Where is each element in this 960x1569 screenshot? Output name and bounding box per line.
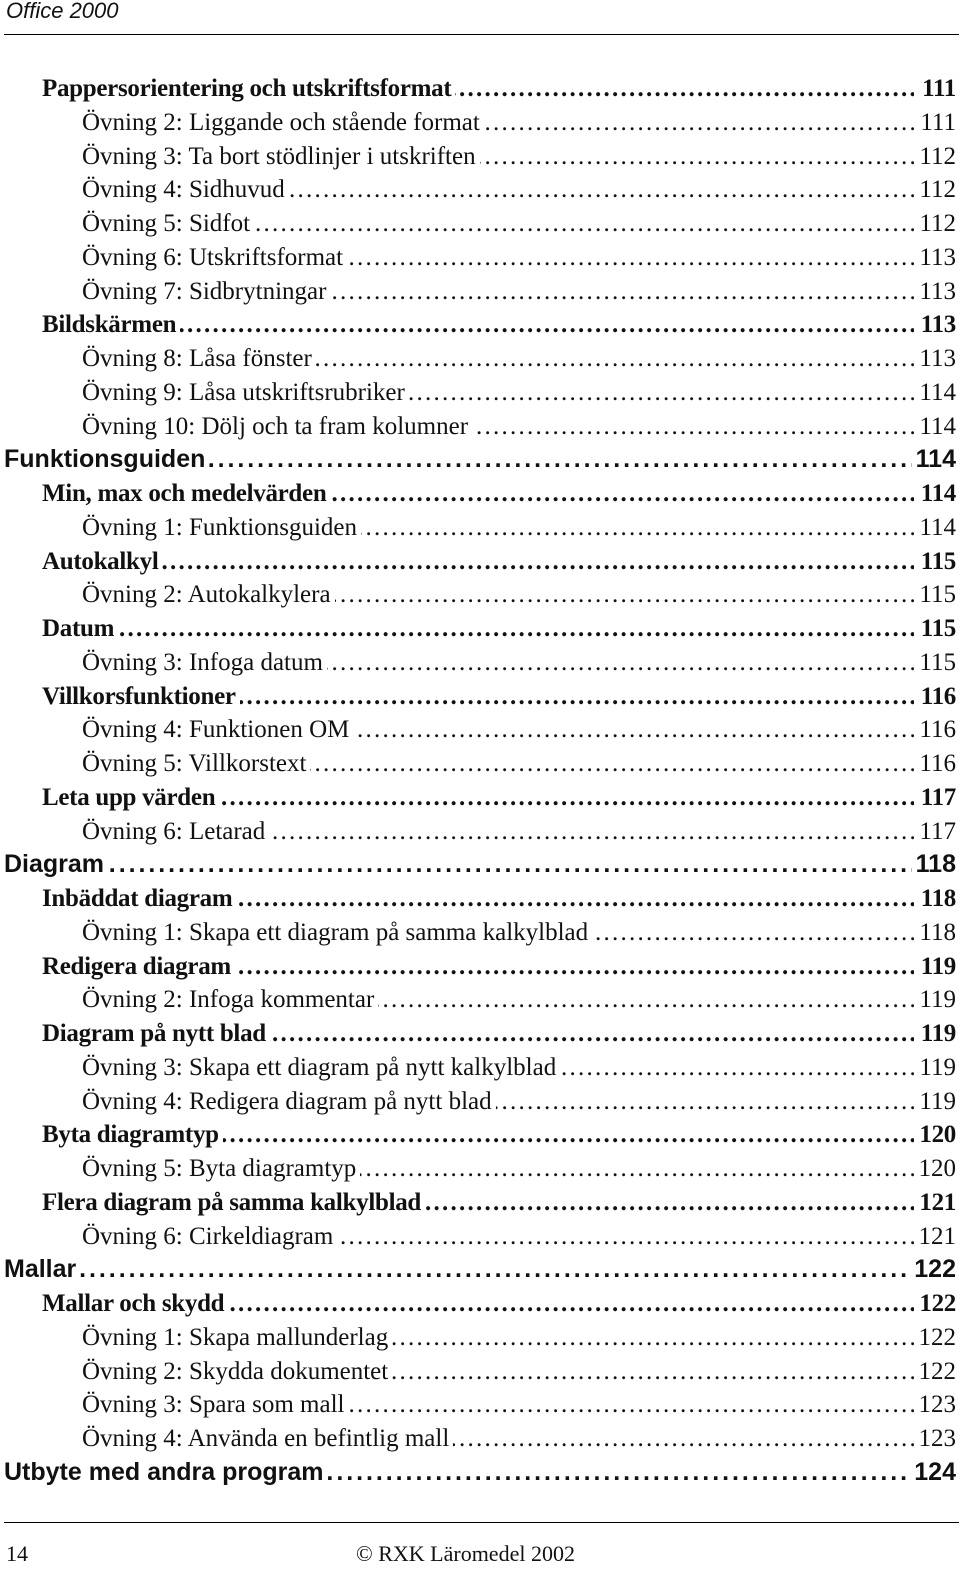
toc-entry[interactable] (0, 1456, 960, 1490)
toc-entry-title: Leta upp värden (0, 781, 219, 815)
toc-entry[interactable] (0, 680, 960, 714)
toc-entry-title: Övning 3: Infoga datum (0, 646, 327, 680)
toc-entry-page: 112 (915, 207, 956, 241)
toc-entry-page: 123 (915, 1388, 957, 1422)
toc-entry-page: 119 (917, 950, 956, 984)
toc-entry-page: 114 (917, 477, 956, 511)
toc-entry-page: 121 (915, 1186, 956, 1220)
toc-entry-page: 122 (915, 1287, 956, 1321)
toc-entry-page: 115 (915, 578, 956, 612)
toc-entry[interactable] (0, 1388, 960, 1422)
toc-entry-page: 116 (915, 747, 956, 781)
toc-entry[interactable] (0, 781, 960, 815)
toc-entry-title: Övning 2: Liggande och stående format (0, 106, 484, 140)
toc-entry[interactable] (0, 477, 960, 511)
dot-leader (0, 612, 914, 646)
toc-entry-page: 115 (915, 646, 956, 680)
toc-entry-title: Min, max och medelvärden (0, 477, 330, 511)
toc-entry[interactable] (0, 1253, 960, 1287)
toc-entry[interactable] (0, 511, 960, 545)
toc-entry[interactable] (0, 713, 960, 747)
toc-entry-title: Pappersorientering och utskriftsformat (0, 72, 455, 106)
toc-entry-page: 123 (915, 1422, 957, 1456)
toc-entry-title: Övning 1: Funktionsguiden (0, 511, 361, 545)
toc-entry[interactable] (0, 983, 960, 1017)
toc-entry-page: 113 (917, 308, 956, 342)
toc-entry-title: Flera diagram på samma kalkylblad (0, 1186, 425, 1220)
toc-entry[interactable] (0, 241, 960, 275)
toc-entry-page: 111 (918, 72, 956, 106)
toc-entry-page: 122 (915, 1355, 957, 1389)
toc-entry-page: 114 (915, 511, 956, 545)
toc-entry-title: Övning 3: Ta bort stödlinjer i utskriften (0, 140, 480, 174)
toc-entry[interactable] (0, 1017, 960, 1051)
toc-entry-title: Övning 3: Spara som mall (0, 1388, 348, 1422)
toc-entry-title: Övning 10: Dölj och ta fram kolumner (0, 410, 472, 444)
toc-entry-page: 119 (917, 1017, 956, 1051)
toc-entry[interactable] (0, 275, 960, 309)
toc-entry-title: Övning 2: Autokalkylera (0, 578, 335, 612)
toc-entry-title: Mallar (0, 1253, 80, 1287)
toc-entry-title: Inbäddat diagram (0, 882, 236, 916)
toc-entry-page: 118 (912, 848, 956, 882)
toc-entry-page: 114 (915, 376, 956, 410)
toc-entry-page: 118 (917, 882, 956, 916)
toc-entry-page: 120 (915, 1118, 956, 1152)
toc-entry[interactable] (0, 207, 960, 241)
toc-entry-page: 118 (915, 916, 956, 950)
toc-entry-title: Övning 3: Skapa ett diagram på nytt kalkylblad (0, 1051, 560, 1085)
toc-entry[interactable] (0, 443, 960, 477)
running-header-title: Office 2000 (6, 0, 119, 23)
toc-entry[interactable] (0, 612, 960, 646)
toc-entry-page: 114 (912, 443, 956, 477)
toc-entry[interactable] (0, 747, 960, 781)
toc-entry-title: Byta diagramtyp (0, 1118, 223, 1152)
toc-entry[interactable] (0, 1220, 960, 1254)
toc-entry[interactable] (0, 950, 960, 984)
toc-entry[interactable] (0, 72, 960, 106)
toc-entry-page: 121 (915, 1220, 957, 1254)
toc-entry-title: Övning 1: Skapa mallunderlag (0, 1321, 392, 1355)
footer-page-number: 14 (6, 1541, 28, 1566)
toc-entry[interactable] (0, 848, 960, 882)
toc-entry[interactable] (0, 578, 960, 612)
toc-entry[interactable] (0, 646, 960, 680)
toc-entry-title: Övning 8: Låsa fönster (0, 342, 316, 376)
toc-entry-title: Funktionsguiden (0, 443, 209, 477)
toc-entry-page: 119 (915, 983, 956, 1017)
toc-entry[interactable] (0, 1355, 960, 1389)
toc-entry-title: Utbyte med andra program (0, 1456, 328, 1490)
toc-entry-page: 113 (915, 342, 956, 376)
toc-entry-title: Övning 4: Funktionen OM (0, 713, 353, 747)
toc-entry-page: 115 (917, 612, 956, 646)
page-header (4, 0, 959, 35)
toc-entry-title: Övning 4: Sidhuvud (0, 173, 289, 207)
toc-entry[interactable] (0, 173, 960, 207)
toc-entry-page: 112 (915, 140, 956, 174)
toc-entry-title: Diagram (0, 848, 108, 882)
toc-entry[interactable] (0, 1321, 960, 1355)
toc-entry[interactable] (0, 410, 960, 444)
page-footer (4, 1522, 959, 1569)
toc-entry[interactable] (0, 342, 960, 376)
toc-entry-title: Övning 2: Infoga kommentar (0, 983, 378, 1017)
toc-entry-page: 120 (915, 1152, 957, 1186)
toc-entry-title: Övning 4: Redigera diagram på nytt blad (0, 1085, 496, 1119)
toc-entry[interactable] (0, 1287, 960, 1321)
table-of-contents (0, 72, 960, 1490)
footer-copyright: © RXK Läromedel 2002 (356, 1541, 575, 1566)
toc-entry-page: 122 (915, 1321, 957, 1355)
toc-entry-title: Diagram på nytt blad (0, 1017, 270, 1051)
toc-entry-title: Övning 6: Cirkeldiagram (0, 1220, 337, 1254)
toc-entry-page: 115 (917, 545, 956, 579)
toc-entry-page: 113 (915, 241, 956, 275)
toc-entry-page: 113 (915, 275, 956, 309)
toc-entry[interactable] (0, 140, 960, 174)
toc-entry-title: Övning 5: Villkorstext (0, 747, 310, 781)
toc-entry-page: 124 (910, 1456, 956, 1490)
toc-entry[interactable] (0, 1085, 960, 1119)
toc-entry-page: 119 (915, 1085, 956, 1119)
toc-entry-title: Villkorsfunktioner (0, 680, 240, 714)
toc-entry-title: Övning 1: Skapa ett diagram på samma kalkylblad (0, 916, 592, 950)
toc-entry-title: Övning 6: Letarad (0, 815, 269, 849)
toc-entry-title: Mallar och skydd (0, 1287, 228, 1321)
toc-entry[interactable] (0, 1118, 960, 1152)
toc-entry-title: Övning 5: Byta diagramtyp (0, 1152, 360, 1186)
toc-entry-page: 111 (916, 106, 956, 140)
toc-entry-page: 116 (915, 713, 956, 747)
toc-entry-title: Övning 4: Använda en befintlig mall (0, 1422, 453, 1456)
toc-entry[interactable] (0, 376, 960, 410)
dot-leader (0, 1253, 914, 1287)
toc-entry-page: 116 (917, 680, 956, 714)
toc-entry[interactable] (0, 308, 960, 342)
toc-entry[interactable] (0, 882, 960, 916)
toc-entry-title: Redigera diagram (0, 950, 235, 984)
toc-entry-title: Övning 9: Låsa utskriftsrubriker (0, 376, 409, 410)
toc-entry-title: Övning 6: Utskriftsformat (0, 241, 347, 275)
toc-entry-page: 114 (915, 410, 956, 444)
toc-entry[interactable] (0, 916, 960, 950)
toc-entry[interactable] (0, 1422, 960, 1456)
toc-entry-title: Bildskärmen (0, 308, 180, 342)
dot-leader (0, 848, 914, 882)
toc-entry-title: Datum (0, 612, 118, 646)
toc-entry[interactable] (0, 815, 960, 849)
toc-entry-page: 117 (915, 815, 956, 849)
toc-entry-page: 119 (915, 1051, 956, 1085)
toc-entry-title: Övning 7: Sidbrytningar (0, 275, 330, 309)
toc-entry-title: Övning 2: Skydda dokumentet (0, 1355, 392, 1389)
toc-entry[interactable] (0, 1152, 960, 1186)
toc-entry[interactable] (0, 1051, 960, 1085)
toc-entry-title: Övning 5: Sidfot (0, 207, 254, 241)
toc-entry-page: 112 (915, 173, 956, 207)
toc-entry[interactable] (0, 1186, 960, 1220)
toc-entry-page: 122 (910, 1253, 956, 1287)
toc-entry[interactable] (0, 545, 960, 579)
toc-entry-title: Autokalkyl (0, 545, 162, 579)
toc-entry-page: 117 (917, 781, 956, 815)
toc-entry[interactable] (0, 106, 960, 140)
